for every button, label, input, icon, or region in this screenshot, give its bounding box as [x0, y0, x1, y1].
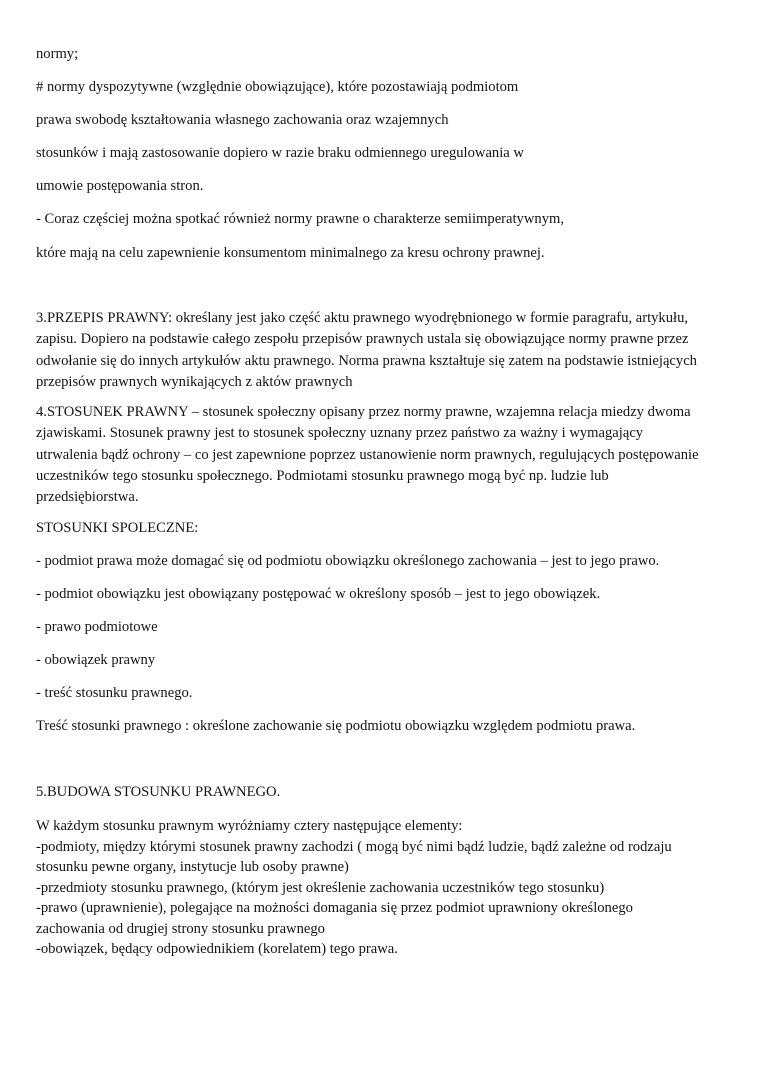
text-line: stosunku pewne organy, instytucje lub osoby prawne)	[36, 859, 349, 875]
text-line: zapisu. Dopiero na podstawie całego zespołu przepisów prawnych ustala się obowiązujące normy prawne przez	[36, 331, 689, 348]
text-line: prawa swobodę kształtowania własnego zachowania oraz wzajemnych	[36, 112, 449, 128]
section-heading: 5.BUDOWA STOSUNKU PRAWNEGO.	[36, 784, 281, 800]
section-stosunek-prawny	[36, 402, 736, 508]
text-line: uczestników tego stosunku społecznego. Podmiotami stosunku prawnego mogą być np. ludzie lub	[36, 467, 609, 484]
list-item: - podmiot obowiązku jest obowiązany postępować w określony sposób – jest to jego obowiązek.	[36, 586, 601, 602]
list-item: -prawo (uprawnienie), polegające na możności domagania się przez podmiot uprawniony określonego	[36, 900, 633, 916]
list-item: - prawo podmiotowe	[36, 619, 158, 635]
list-item: -podmioty, między którymi stosunek prawny zachodzi ( mogą być nimi bądź ludzie, bądź zależne od rodzaju	[36, 838, 672, 855]
list-item: - obowiązek prawny	[36, 652, 156, 668]
section-przepis-prawny	[36, 308, 736, 393]
text-line: - Coraz częściej można spotkać również normy prawne o charakterze semiimperatywnym,	[36, 211, 564, 227]
section-budowa-stosunku	[36, 816, 736, 960]
text-line: przedsiębiorstwa.	[36, 489, 139, 506]
text-line: zachowania od drugiej strony stosunku prawnego	[36, 920, 325, 937]
text-line: 4.STOSUNEK PRAWNY – stosunek społeczny opisany przez normy prawne, wzajemna relacja miedzy dwoma	[36, 404, 691, 420]
text-line: 3.PRZEPIS PRAWNY: określany jest jako część aktu prawnego wyodrębnionego w formie paragrafu, artykułu,	[36, 310, 689, 326]
text-line: które mają na celu zapewnienie konsumentom minimalnego za kresu ochrony prawnej.	[36, 245, 545, 261]
text-line: utrwalenia bądź ochrony – co jest zapewnione poprzez ustanowienie norm prawnych, regulujących postępowanie	[36, 446, 699, 463]
list-item: -obowiązek, będący odpowiednikiem (korelatem) tego prawa.	[36, 941, 398, 957]
text-line: Treść stosunki prawnego : określone zachowanie się podmiotu obowiązku względem podmiotu prawa.	[36, 718, 636, 734]
list-item: - treść stosunku prawnego.	[36, 685, 193, 701]
text-line: W każdym stosunku prawnym wyróżniamy cztery następujące elementy:	[36, 818, 463, 834]
text-line: stosunków i mają zastosowanie dopiero w razie braku odmiennego uregulowania w	[36, 145, 524, 161]
list-item: -przedmioty stosunku prawnego, (którym jest określenie zachowania uczestników tego stosunku)	[36, 879, 605, 896]
text-line: przepisów prawnych wynikających z aktów prawnych	[36, 373, 353, 390]
list-item: - podmiot prawa może domagać się od podmiotu obowiązku określonego zachowania – jest to jego prawo.	[36, 553, 660, 569]
section-heading: STOSUNKI SPOLECZNE:	[36, 520, 199, 536]
text-line: # normy dyspozytywne (względnie obowiązujące), które pozostawiają podmiotom	[36, 79, 519, 95]
text-line: zjawiskami. Stosunek prawny jest to stosunek społeczny uznany przez państwo za ważny i wymagający	[36, 425, 644, 442]
text-line: odwołanie się do innych artykułów aktu prawnego. Norma prawna kształtuje się zatem na podstawie istniejących	[36, 352, 697, 369]
text-line: normy;	[36, 46, 79, 62]
text-line: umowie postępowania stron.	[36, 178, 204, 194]
